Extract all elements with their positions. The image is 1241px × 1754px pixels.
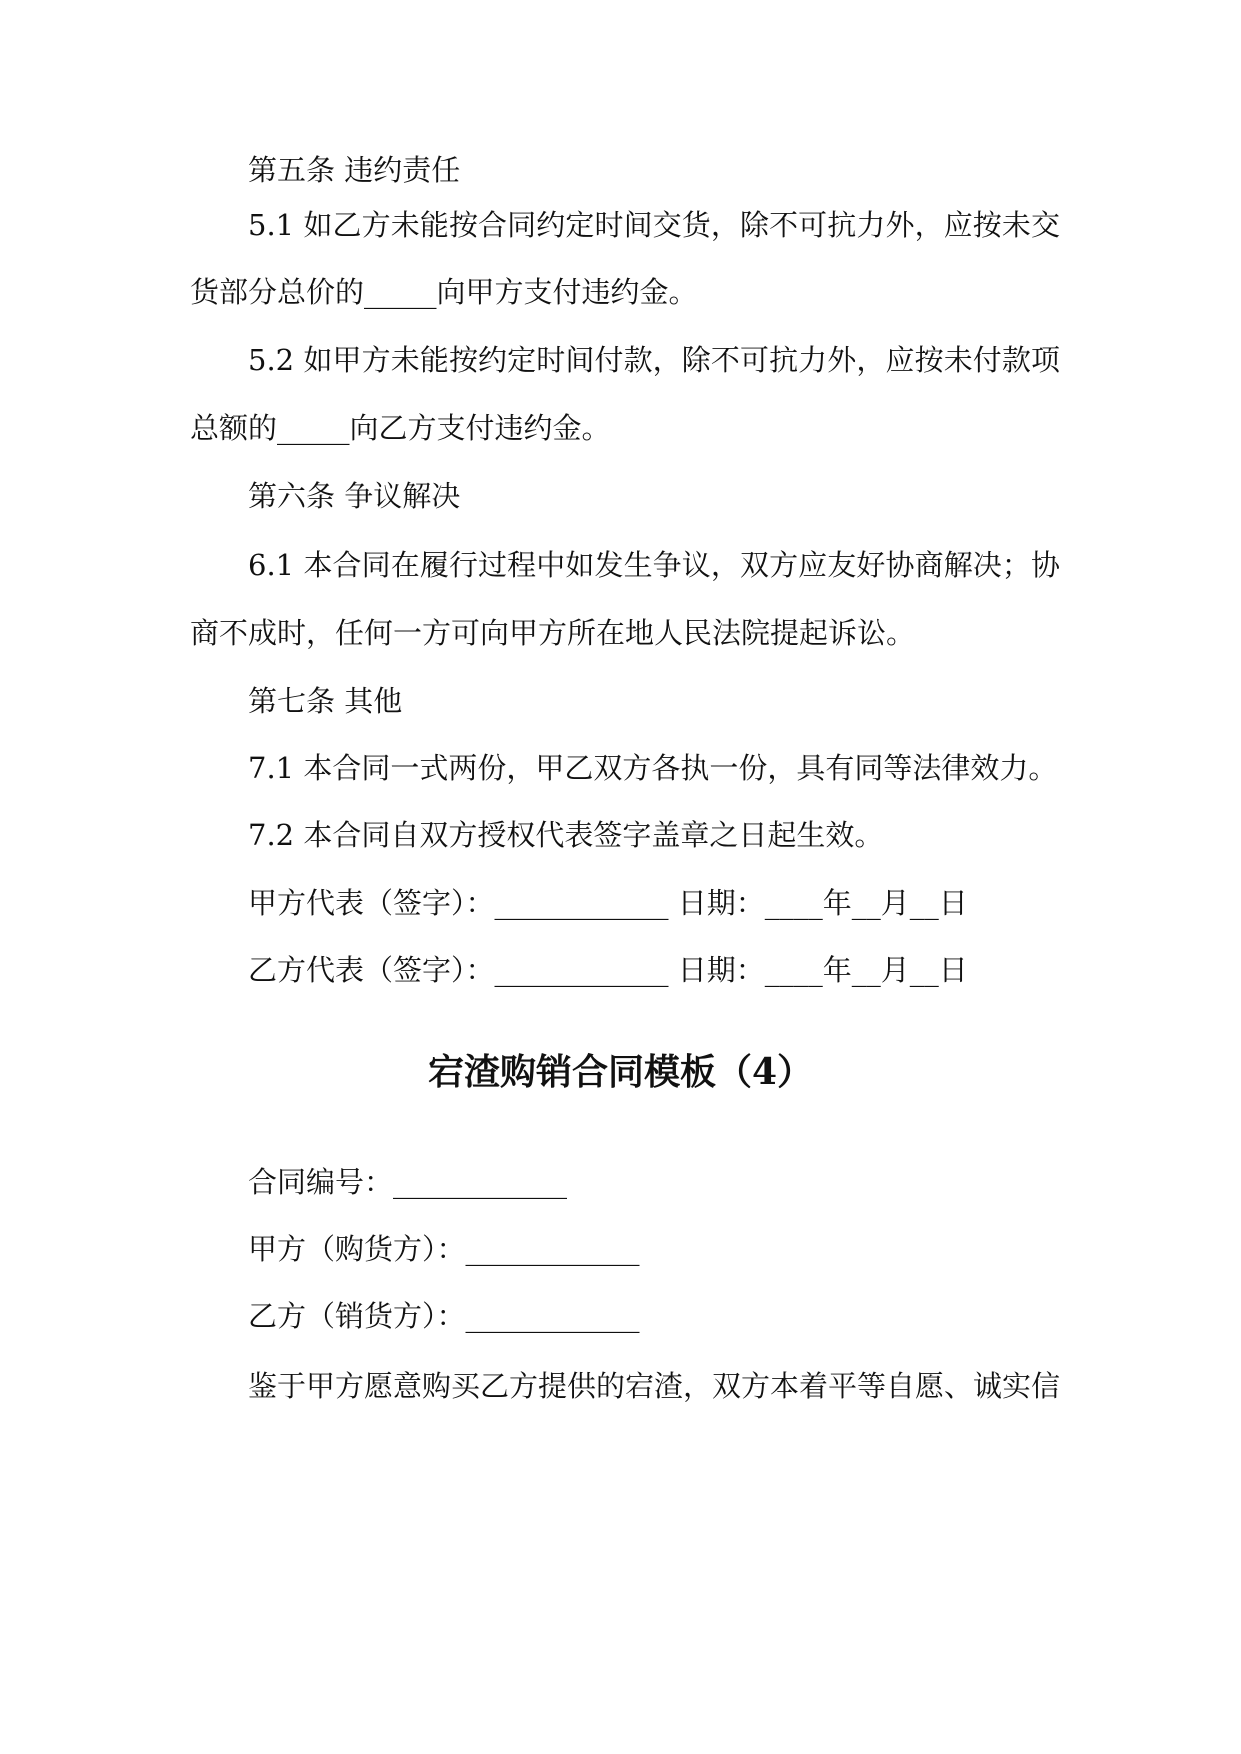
party-b-signature-line: 乙方代表（签字）：____________ 日期：____年__月__日 [248,953,968,987]
clause-7-2: 7.2 本合同自双方授权代表签字盖章之日起生效。 [248,818,884,852]
article-7-heading: 第七条 其他 [248,684,403,718]
contract-number-line: 合同编号：____________ [248,1165,568,1199]
clause-5-1-line-2: 货部分总价的_____向甲方支付违约金。 [190,275,698,309]
preamble-line-1: 鉴于甲方愿意购买乙方提供的宕渣，双方本着平等自愿、诚实信 [248,1369,1061,1403]
buyer-line: 甲方（购货方）：____________ [248,1232,640,1266]
clause-5-2-line-1: 5.2 如甲方未能按约定时间付款，除不可抗力外，应按未付款项 [248,343,1060,377]
clause-5-1-line-1: 5.1 如乙方未能按合同约定时间交货，除不可抗力外，应按未交 [248,208,1060,242]
article-6-heading: 第六条 争议解决 [248,479,461,513]
article-5-heading: 第五条 违约责任 [248,153,461,187]
contract-title: 宕渣购销合同模板（4） [427,1051,814,1093]
clause-5-2-line-2: 总额的_____向乙方支付违约金。 [190,411,611,445]
clause-7-1: 7.1 本合同一式两份，甲乙双方各执一份，具有同等法律效力。 [248,751,1058,785]
seller-line: 乙方（销货方）：____________ [248,1299,640,1333]
clause-6-1-line-1: 6.1 本合同在履行过程中如发生争议，双方应友好协商解决；协 [248,548,1060,582]
clause-6-1-line-2: 商不成时，任何一方可向甲方所在地人民法院提起诉讼。 [190,616,916,650]
party-a-signature-line: 甲方代表（签字）：____________ 日期：____年__月__日 [248,886,968,920]
